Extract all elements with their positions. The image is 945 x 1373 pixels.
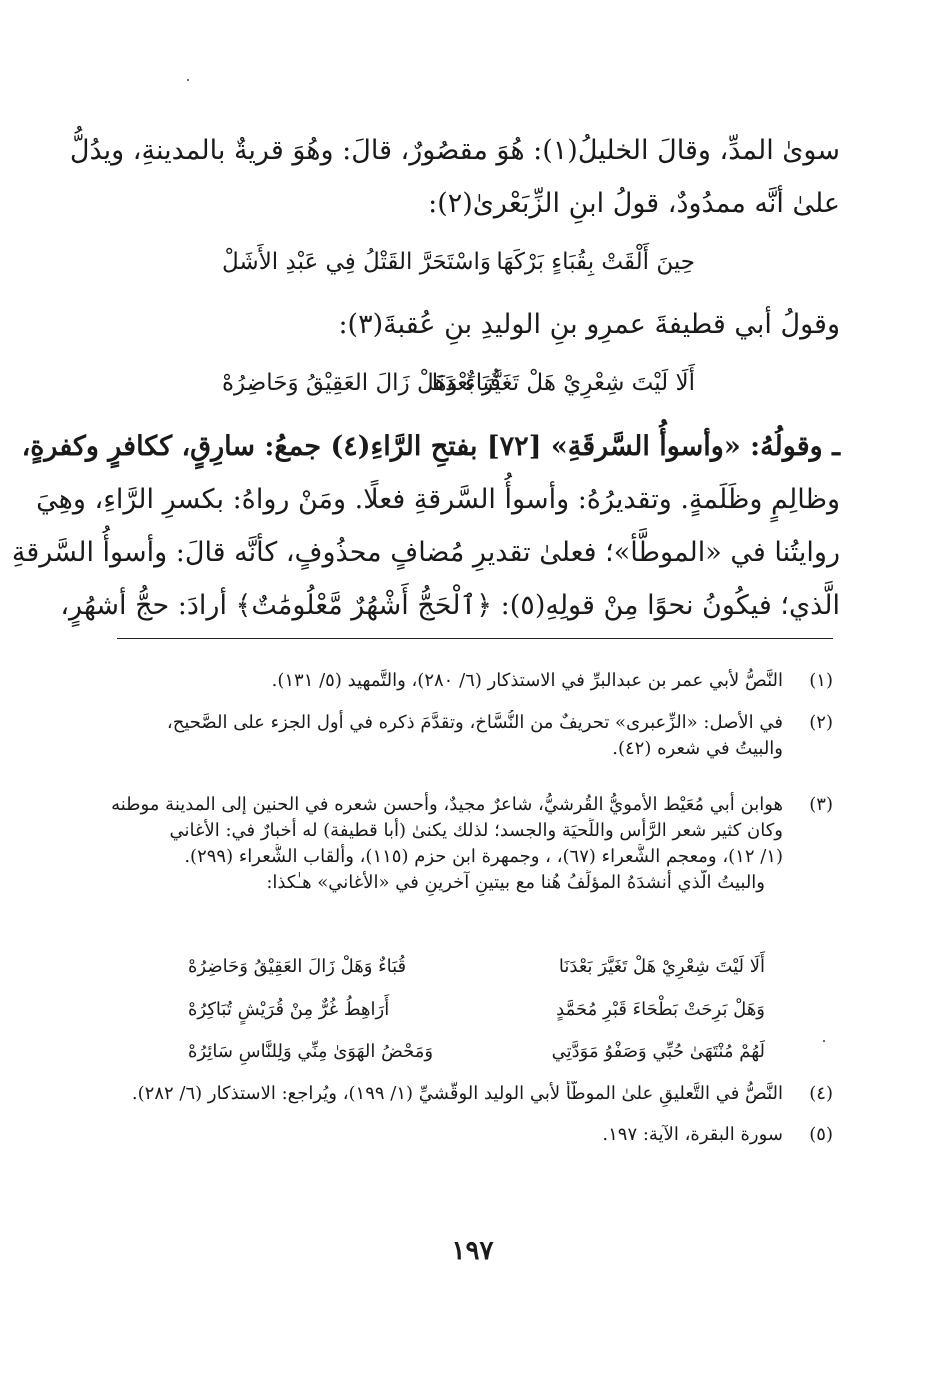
footnote-text: هوابن أبي مُعَيْط الأمويُّ القُرشيُّ، شاعرٌ مجيدٌ، وأحسن شعره في الحنين إلى المدينة موطنه xyxy=(111,794,783,815)
footnote-number: (٥) xyxy=(809,1124,833,1145)
footnote-5 xyxy=(108,1122,833,1148)
footnote-number: (٤) xyxy=(809,1083,833,1104)
footnote-text: والبيتُ في شعره (٤٢). xyxy=(612,738,783,760)
footnote-1 xyxy=(108,668,833,694)
main-text-line: وظالِمٍ وظَلَمةٍ. وتقديرُهُ: وأسوأُ السَّرقةِ فعلًا. ومَنْ رواهُ: بكسرِ الرَّاءِ، وهِيَ xyxy=(36,484,840,515)
main-text-line: سوىٰ المدِّ، وقالَ الخليلُ(١): هُوَ مقصُورٌ، قالَ: وهُوَ قريةٌ بالمدينةِ، ويدُلُّ xyxy=(69,135,840,166)
footnote-text: والبيتُ الَّذي أنشدَهُ المؤلِّفُ هُنا مع بيتينِ آخرينِ في «الأغاني» هـٰكذا: xyxy=(266,872,765,894)
footnote-text: في الأصل: «الزِّعبرى» تحريفٌ من النُّسَّاخ، وتقدَّمَ ذكره في أول الجزء على الصَّحيح، xyxy=(166,712,783,733)
print-speck xyxy=(823,1040,825,1042)
footnote-number: (٣) xyxy=(809,794,833,815)
footnote-verse-left: قُبَاءٌ وَهَلْ زَالَ العَقِيْقُ وَحَاضِرُهْ xyxy=(188,956,407,977)
footnote-verse-right: أَلَا لَيْتَ شِعْرِيْ هَلْ تَغَيَّرَ بَعْدَنَا xyxy=(558,956,765,977)
footnote-number: (١) xyxy=(809,670,833,691)
footnote-verse-left: وَمَحْضُ الهَوَىٰ مِنِّي وَلِلنَّاسِ سَائِرُهْ xyxy=(188,1041,434,1062)
footnote-text: سورة البقرة، الآية: ١٩٧. xyxy=(602,1124,783,1145)
footnote-verse-right: لَهُمْ مُنْتَهَىٰ حُبِّي وَصَفْوُ مَوَدَّتِي xyxy=(551,1041,765,1062)
footnote-text: النَّصُّ لأبي عمر بن عبدالبرِّ في الاستذكار (٦/ ٢٨٠)، والتَّمهيد (٥/ ١٣١). xyxy=(271,670,783,691)
footnote-3 xyxy=(108,792,833,896)
footnote-2 xyxy=(108,710,833,762)
footnote-verse-left: أَرَاهِطُ غُرٌّ مِنْ قُرَيْشٍ تُبَاكِرُهْ xyxy=(188,999,390,1020)
footnote-text: (١/ ١٢)، ومعجم الشُّعراء (٦٧)، ، وجمهرة ابن حزم (١١٥)، وألقاب الشُّعراء (٢٩٩). xyxy=(184,846,783,868)
verse-hemistich-left: وَاسْتَحَرَّ القَتْلُ فِي عَبْدِ الأَشَلْ xyxy=(222,249,491,275)
main-text-line: علىٰ أنَّه ممدُودٌ، قولُ ابنِ الزِّبَعْرىٰ(٢): xyxy=(428,188,840,219)
main-text-line: الَّذي؛ فيكُونُ نحوًا مِنْ قولِهِ(٥): ﴿ٱلْحَجُّ أَشْهُرٌ مَّعْلُومَٰتٌ﴾ أرادَ: حجُّ أشهُرٍ، xyxy=(60,590,840,621)
footnote-text: النَّصُّ في التَّعليقِ علىٰ الموطَّأ لأبي الوليد الوقَّشيِّ (١/ ١٩٩)، ويُراجع: الاستذكار (٦/ ٢٨٢). xyxy=(131,1083,783,1104)
footnote-verse-right: وَهَلْ بَرِحَتْ بَطْحَاءَ قَبْرِ مُحَمَّدٍ xyxy=(556,999,765,1020)
print-speck xyxy=(187,79,189,81)
footnote-4 xyxy=(108,1081,833,1107)
main-text-line: وقولُ أبي قطيفةَ عمرِو بنِ الوليدِ بنِ عُقبةَ(٣): xyxy=(338,309,840,340)
footnote-number: (٢) xyxy=(809,712,833,733)
verse-hemistich-right: أَلَا لَيْتَ شِعْرِيْ هَلْ تَغَيَّرَ بَعْدَنَا xyxy=(431,370,695,396)
footnote-separator xyxy=(117,638,833,639)
main-text-line: ـ وقولُهُ: «وأسوأُ السَّرقَةِ» [٧٢] بفتحِ الرَّاءِ(٤) جمعُ: سارِقٍ، ككافرٍ وكفرةٍ، xyxy=(21,431,840,462)
footnote-text: وكان كثير شعر الرَّأس واللِّحيَة والجسد؛ لذلك يكنىٰ (أبا قطيفة) له أخبارٌ في: الأغاني xyxy=(169,820,783,842)
page-number: ١٩٧ xyxy=(451,1236,494,1266)
verse-hemistich-right: حِينَ أَلْقَتْ بِقُبَاءٍ بَرْكَهَا xyxy=(496,249,695,275)
main-text-line: روايتُنا في «الموطَّأ»؛ فعلىٰ تقديرِ مُضافٍ محذُوفٍ، كأنَّه قالَ: وأسوأُ السَّرقةِ xyxy=(11,537,840,568)
verse-hemistich-left: قُبَاءٌ وَهَلْ زَالَ العَقِيْقُ وَحَاضِرُهْ xyxy=(222,370,501,396)
